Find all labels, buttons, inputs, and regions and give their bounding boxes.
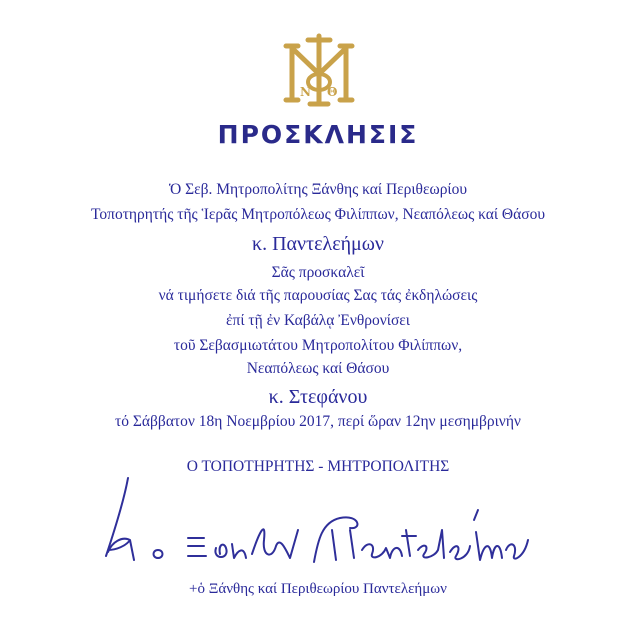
inviter-name: κ. Παντελεήμων xyxy=(252,233,384,255)
inviter-title: Ὁ Σεβ. Μητροπολίτης Ξάνθης καί Περιθεωρίου xyxy=(168,181,468,198)
honoree-see: Νεαπόλεως καί Θάσου xyxy=(246,360,390,377)
signatory-title: Ο ΤΟΠΟΤΗΡΗΤΗΣ - ΜΗΤΡΟΠΟΛΙΤΗΣ xyxy=(186,458,450,475)
event-text: ἐπί τῇ ἐν Καβάλᾳ Ἐνθρονίσει xyxy=(226,312,410,329)
event-date: τό Σάββατον 18η Νοεμβρίου 2017, περί ὥραν 12ην μεσημβρινήν xyxy=(115,413,521,430)
handwritten-signature xyxy=(100,470,540,580)
inviter-role: Τοποτηρητής τῆς Ἱερᾶς Μητροπόλεως Φιλίππων, Νεαπόλεως καί Θάσου xyxy=(90,206,546,223)
invitation-text: νά τιμήσετε διά τῆς παρουσίας Σας τάς ἐκδηλώσεις xyxy=(158,287,478,304)
page-title: ΠΡΟΣΚΛΗΣΙΣ xyxy=(217,120,419,149)
honoree-name: κ. Στεφάνου xyxy=(268,386,368,408)
svg-text:Θ: Θ xyxy=(327,85,338,99)
monogram-emblem-icon xyxy=(282,32,356,108)
invitation-verb: Σᾶς προσκαλεῖ xyxy=(271,264,365,281)
signature-caption: +ὁ Ξάνθης καί Περιθεωρίου Παντελεήμων xyxy=(189,581,447,597)
svg-text:N: N xyxy=(300,85,311,99)
honoree-title: τοῦ Σεβασμιωτάτου Μητροπολίτου Φιλίππων, xyxy=(173,337,463,354)
